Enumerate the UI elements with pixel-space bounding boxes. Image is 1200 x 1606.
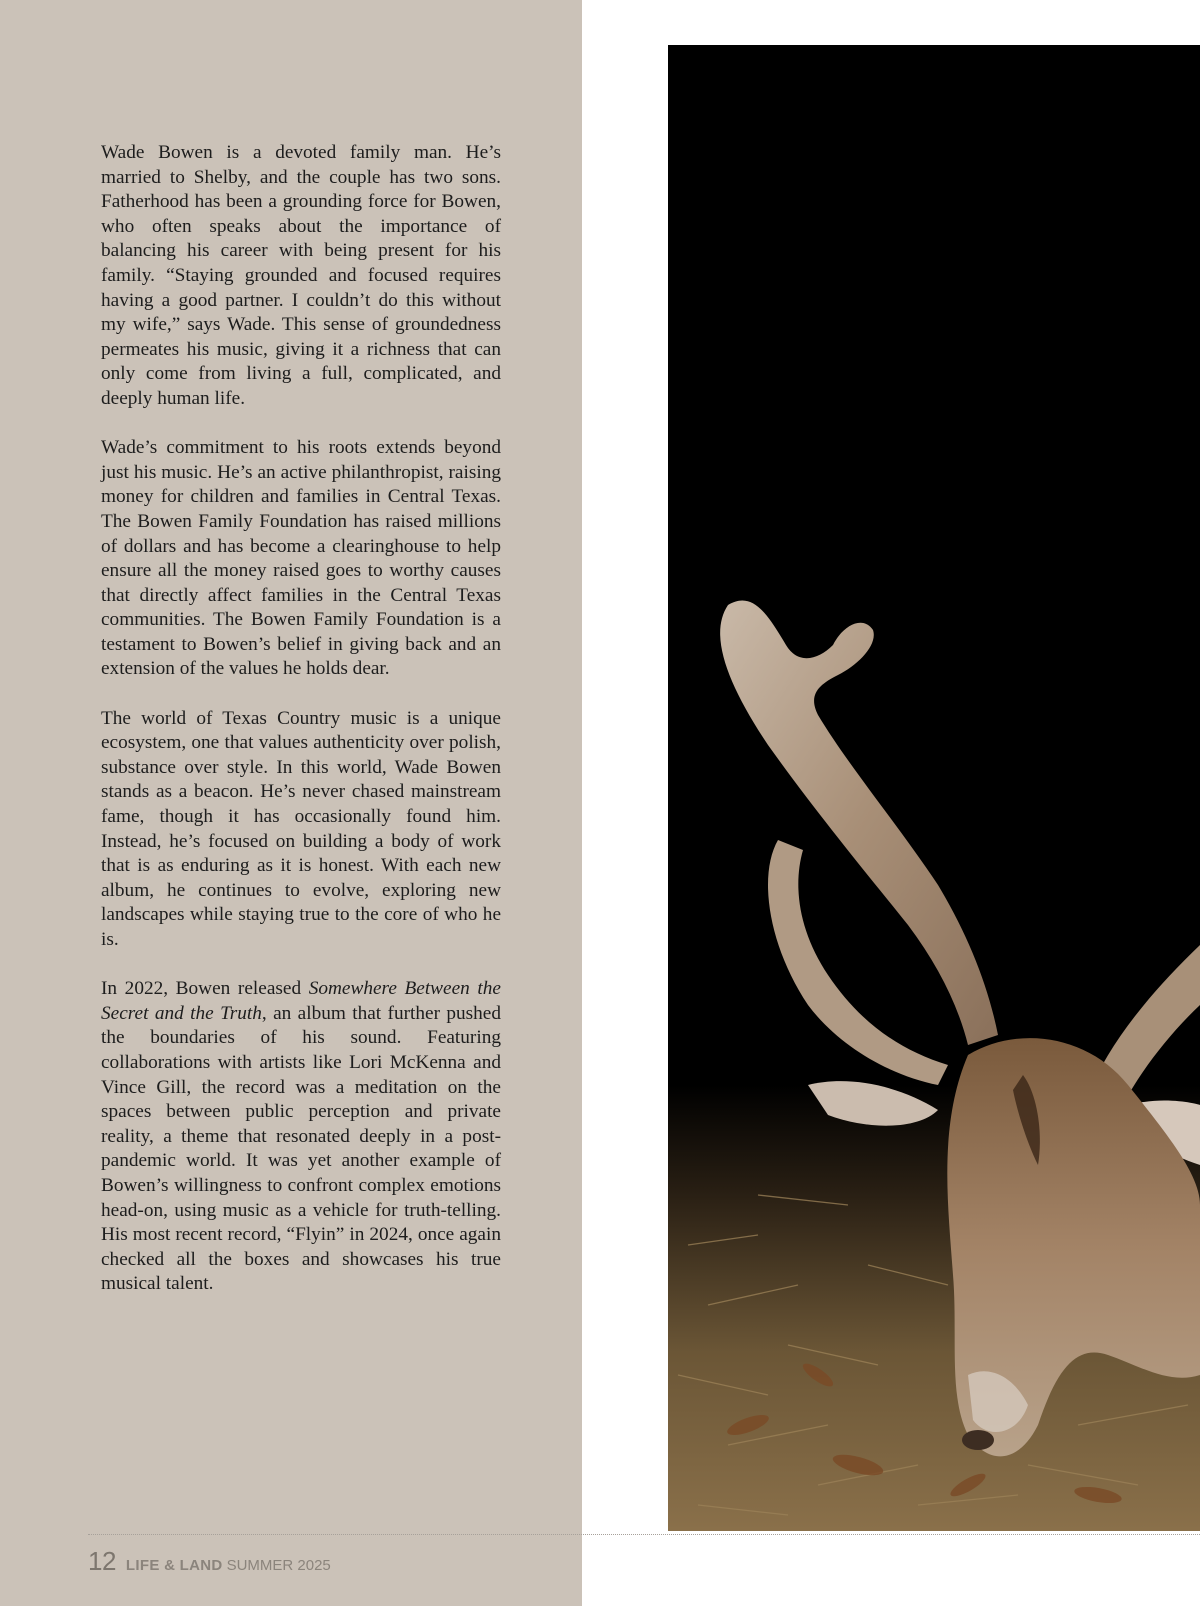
paragraph-texas-country: The world of Texas Country music is a unique ecosystem, one that values authenticity over polish, substance over style. In this world, Wade Bowen stands as a beacon. He’s never chased mainstream fame, though it has occasionally found him. Instead, he’s focused on building a body of work that is as enduring as it is honest. With each new album, he continues to evolve, exploring new landscapes while staying true to the core of who he is. (101, 707, 501, 950)
magazine-name: LIFE & LAND (125, 1557, 223, 1574)
deer-illustration (668, 45, 1200, 1531)
album-title: Somewhere Between the Secret and the Truth (101, 978, 501, 1024)
deer-photo (668, 45, 1200, 1531)
article-body (101, 141, 501, 1297)
paragraph-philanthropy: Wade’s commitment to his roots extends beyond just his music. He’s an active philanthropist, raising money for children and families in Central Texas. The Bowen Family Foundation has raised millions of dollars and has become a clearinghouse to help ensure all the money raised goes to worthy causes that directly affect families in the Central Texas communities. The Bowen Family Foundation is a testament to Bowen’s belief in giving back and an extension of the values he holds dear. (101, 437, 501, 680)
album-intro-text: In 2022, Bowen released (101, 978, 309, 1000)
issue-label: SUMMER 2025 (226, 1557, 331, 1574)
page-number: 12 (88, 1546, 116, 1576)
paragraph-album (101, 977, 501, 1297)
paragraph-family: Wade Bowen is a devoted family man. He’s married to Shelby, and the couple has two sons. Fatherhood has been a grounding force for Bowen, who often speaks about the importance of balancing his career with being present for his family. “Staying grounded and focused requires having a good partner. I couldn’t do this without my wife,” says Wade. This sense of groundedness permeates his music, giving it a richness that can only come from living a full, complicated, and deeply human life. (101, 142, 501, 409)
footer-divider (88, 1534, 1200, 1535)
page-footer (88, 1546, 331, 1576)
album-description-text: , an album that further pushed the boundaries of his sound. Featuring collaborations with artists like Lori McKenna and Vince Gill, the record was a meditation on the spaces between public perception and private reality, a theme that resonated deeply in a post-pandemic world. It was yet another example of Bowen’s willingness to confront complex emotions head-on, using music as a vehicle for truth-telling. His most recent record, “Flyin” in 2024, once again checked all the boxes and showcases his true musical talent. (101, 1002, 502, 1295)
text-column-panel (0, 0, 582, 1606)
